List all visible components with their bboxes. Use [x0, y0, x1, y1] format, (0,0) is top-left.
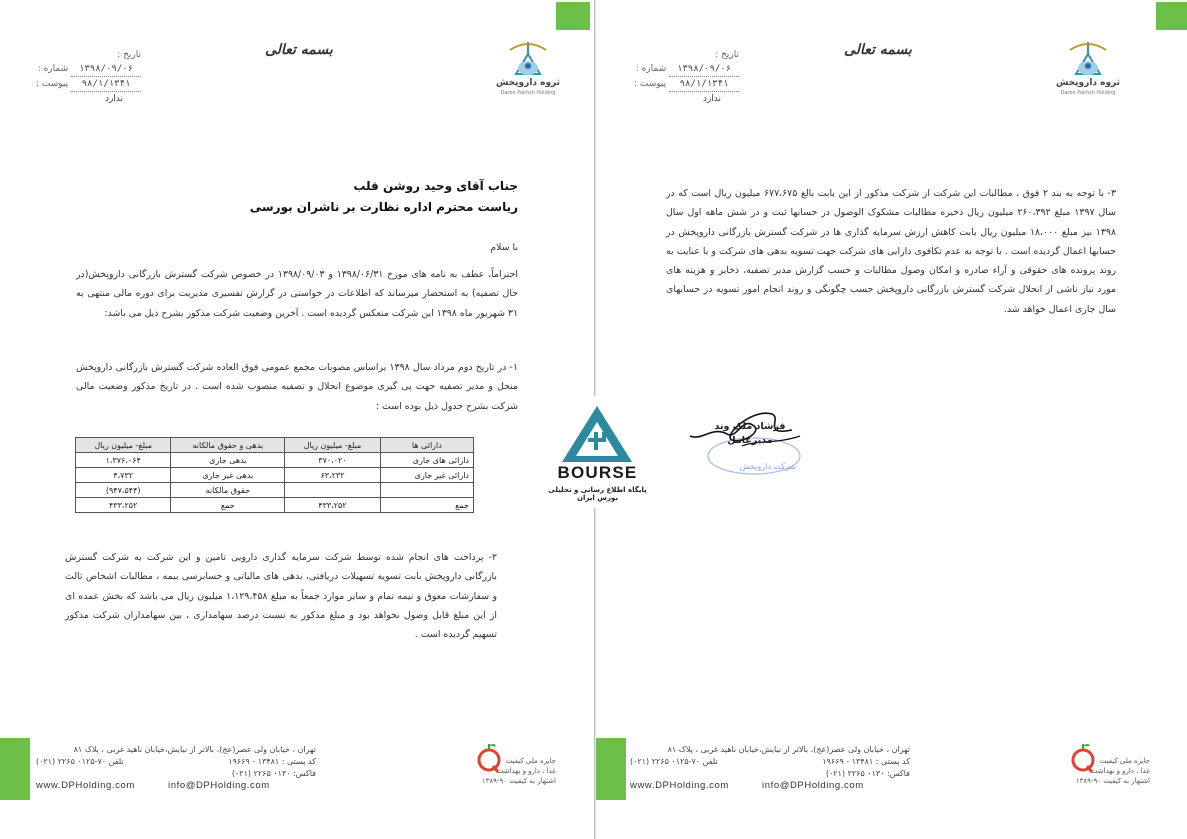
addressee — [200, 176, 518, 218]
table-cell: بدهی غیر جاری — [171, 468, 285, 483]
attachment-label: پیوست : — [634, 79, 667, 89]
date-label: تاریخ : — [117, 50, 142, 60]
footer-address — [630, 744, 910, 780]
table-header: مبلغ- میلیون ریال — [76, 438, 171, 453]
footer-postal: کد پستی : ۱۳۴۸۱ - ۱۹۶۶۹ — [822, 757, 910, 766]
flask-icon — [1048, 40, 1128, 80]
letter-meta — [634, 48, 739, 106]
footer-green-bar — [0, 738, 30, 800]
attachment-label: پیوست : — [36, 79, 69, 89]
table-cell: ۱،۳۷۶،۰۶۴ — [76, 453, 171, 468]
number-value: ۹۸/۱/۱۳۴۱ — [669, 77, 739, 92]
paragraph-2-text: ۲- پرداخت های انجام شده توسط شرکت سرمایه گذاری دارویی تامین و این شرکت به شرکت گسترش بازرگانی داروپخش بابت تسویه تسهیلات دریافتی، بدهی های مالیاتی و حسابرسی بیمه ، مطالبات اشخاص ثالث و سفارشات معوق و نیمه تمام و سایر موارد جمعاً به مبلغ ۱،۱۲۹،۴۵۸ میلیون ریال می باشد که بخش عمده ای از این مبلغ قابل وصول نخواهد بود و مبلغ مذکور به نسبت درصد سهامداری ، بین سهامداران شرکت مذکور تسهیم گردیده است . — [65, 552, 497, 641]
logo-name: ثروه داروپخش — [1055, 78, 1121, 88]
table-cell: حقوق مالکانه — [171, 483, 285, 498]
intro-paragraph — [76, 265, 518, 323]
footer-phone: تلفن ۷۰-۰۱۲۵ ۲۲۶۵ (۰۲۱) — [630, 757, 718, 766]
watermark-brand: BOURSE — [557, 463, 638, 482]
table-header: بدهی و حقوق مالکانه — [171, 438, 285, 453]
table-header: دارائی ها — [380, 438, 473, 453]
table-total-row — [76, 498, 474, 513]
green-corner-tab — [1156, 2, 1187, 30]
award-line-1: جایزه ملی کیفیت — [1099, 757, 1150, 765]
table-cell — [380, 483, 473, 498]
table-cell: (۹۴۷،۵۴۴) — [76, 483, 171, 498]
bourse-watermark — [540, 396, 655, 508]
flask-icon — [488, 40, 568, 80]
table-cell: ۴،۷۳۲ — [76, 468, 171, 483]
footer-green-bar — [596, 738, 626, 800]
footer-fax: فاکس: ۰۱۳۰ ۲۲۶۵ (۰۲۱) — [825, 769, 910, 778]
signer-title: مدیرعامل — [727, 435, 773, 446]
company-logo — [488, 40, 568, 100]
quality-award-text — [476, 756, 556, 786]
table-cell: ۶۳،۲۳۲ — [285, 468, 380, 483]
footer-address — [36, 744, 316, 780]
date-value: ۱۳۹۸/۰۹/۰۶ — [71, 62, 141, 77]
table-row — [76, 483, 474, 498]
table-cell: دارائی غیر جاری — [380, 468, 473, 483]
table-cell: ۴۳۳،۲۵۲ — [285, 498, 380, 513]
paragraph-3 — [666, 184, 1116, 319]
award-line-3: اشتهار به کیفیت ۹۰-۱۳۸۹ — [481, 777, 556, 785]
bourse-logo-icon — [560, 404, 635, 464]
number-label: شماره : — [635, 64, 667, 74]
footer-fax: فاکس: ۰۱۳۰ ۲۲۶۵ (۰۲۱) — [231, 769, 316, 778]
addressee-name: جناب آقای وحید روشن قلب — [353, 179, 518, 193]
table-cell: جمع — [171, 498, 285, 513]
award-line-2: غذا ، دارو و بهداشت — [496, 767, 556, 775]
financial-table — [75, 437, 474, 513]
table-cell: دارائی های جاری — [380, 453, 473, 468]
footer-postal: کد پستی : ۱۳۴۸۱ - ۱۹۶۶۹ — [228, 757, 316, 766]
number-label: شماره : — [37, 64, 69, 74]
green-corner-tab — [556, 2, 590, 30]
award-line-3: اشتهار به کیفیت ۹۰-۱۳۸۹ — [1075, 777, 1150, 785]
footer-email: info@DPHolding.com — [168, 780, 270, 791]
table-header: مبلغ- میلیون ریال — [285, 438, 380, 453]
footer-website: www.DPHolding.com — [630, 780, 729, 791]
date-label: تاریخ : — [715, 50, 740, 60]
besmellah-heading: بسمه تعالی — [844, 42, 912, 58]
logo-subtitle: Daroo Pakhsh Holding — [500, 90, 556, 96]
paragraph-1-text: ۱- در تاریخ دوم مرداد سال ۱۳۹۸ براساس مصوبات مجمع عمومی فوق العاده شرکت گسترش بازرگانی داروپخش منحل و مدیر تصفیه جهت پی گیری موضوع انحلال و تصفیه منصوب شده است . در تاریخ مذکور وضعیت مالی شرکت بشرح جدول ذیل بوده است : — [76, 362, 518, 412]
footer-address-line: تهران ، خیابان ولی عصر(عج)، بالاتر از نیایش،خیابان ناهید غربی ، پلاک ۸۱ — [73, 745, 316, 754]
signer — [710, 420, 790, 448]
paragraph-1 — [76, 358, 518, 416]
footer-website: www.DPHolding.com — [36, 780, 135, 791]
greeting: با سلام — [490, 242, 518, 253]
attachment-value: ندارد — [104, 94, 124, 104]
intro-text: احتراماً، عطف به نامه های مورخ ۱۳۹۸/۰۶/۳۱ و ۱۳۹۸/۰۹/۰۳ در خصوص شرکت گسترش بازرگانی داروپخش(در حال تصفیه) به استحضار میرساند که اطلاعات در خواستی در گزارش تفسیری مدیریت برای دوره مالی منتهی به ۳۱ شهریور ماه ۱۳۹۸ این شرکت منعکس گردیده است . آخرین وضعیت شرکت مذکور بشرح ذیل می باشد: — [76, 269, 518, 319]
besmellah-heading: بسمه تعالی — [265, 42, 333, 58]
signer-name: فرشاد ملک وند — [714, 421, 786, 432]
stamp-text: شرکت داروپخش — [739, 462, 797, 471]
company-logo — [1048, 40, 1128, 100]
table-cell: ۴۳۳،۲۵۲ — [76, 498, 171, 513]
letter-meta — [36, 48, 141, 106]
attachment-value: ندارد — [702, 94, 722, 104]
number-value: ۹۸/۱/۱۳۴۱ — [71, 77, 141, 92]
table-header-row — [76, 438, 474, 453]
paragraph-2 — [65, 548, 497, 644]
table-cell: جمع — [380, 498, 473, 513]
footer-email: info@DPHolding.com — [762, 780, 864, 791]
footer-phone: تلفن ۷۰-۰۱۲۵ ۲۲۶۵ (۰۲۱) — [36, 757, 124, 766]
table-row — [76, 468, 474, 483]
award-line-2: غذا ، دارو و بهداشت — [1090, 767, 1150, 775]
addressee-title: ریاست محترم اداره نظارت بر ناشران بورسی — [249, 200, 518, 214]
table-cell: بدهی جاری — [171, 453, 285, 468]
watermark-tagline: پایگاه اطلاع رسانی و تحلیلی بورس ایران — [548, 486, 647, 502]
award-line-1: جایزه ملی کیفیت — [505, 757, 556, 765]
logo-name: ثروه داروپخش — [495, 78, 561, 88]
paragraph-3-text: ۳- با توجه به بند ۲ فوق ، مطالبات این شرکت از شرکت مذکور از این بابت بالغ ۶۷۷،۶۷۵ میلیون ریال است که در سال ۱۳۹۷ مبلغ ۲۶۰،۳۹۲ میلیون ریال ذخیره مطالبات مشکوک الوصول در حسابها ثبت و در شش ماهه اول سال ۱۳۹۸ نیز مبلغ ۱۸،۰۰۰ میلیون ریال بابت کاهش ارزش سرمایه گذاری ها در شرکت گسترش بازرگانی داروپخش در حسابها اعمال گردیده است . با توجه به عدم تکافوی دارایی های شرکت جهت تسویه بدهی های شرکت و با عنایت به روند پرونده های حقوقی و آراء صادره و امکان وصول مطالبات و حسب گزارش مدیر تصفیه، ذخایر و هزینه های مورد نیاز ناشی از انحلال شرکت گسترش بازرگانی داروپخش حسب چگونگی و روند انجام امور تسویه در حسابهای سال جاری اعمال خواهد شد. — [666, 188, 1116, 315]
logo-subtitle: Daroo Pakhsh Holding — [1060, 90, 1116, 96]
table-cell: ۳۷۰،۰۲۰ — [285, 453, 380, 468]
date-value: ۱۳۹۸/۰۹/۰۶ — [669, 62, 739, 77]
letter-page-2 — [596, 0, 1187, 839]
quality-award-text — [1070, 756, 1150, 786]
table-row — [76, 453, 474, 468]
table-cell — [285, 483, 380, 498]
footer-address-line: تهران ، خیابان ولی عصر(عج)، بالاتر از نیایش،خیابان ناهید غربی ، پلاک ۸۱ — [667, 745, 910, 754]
